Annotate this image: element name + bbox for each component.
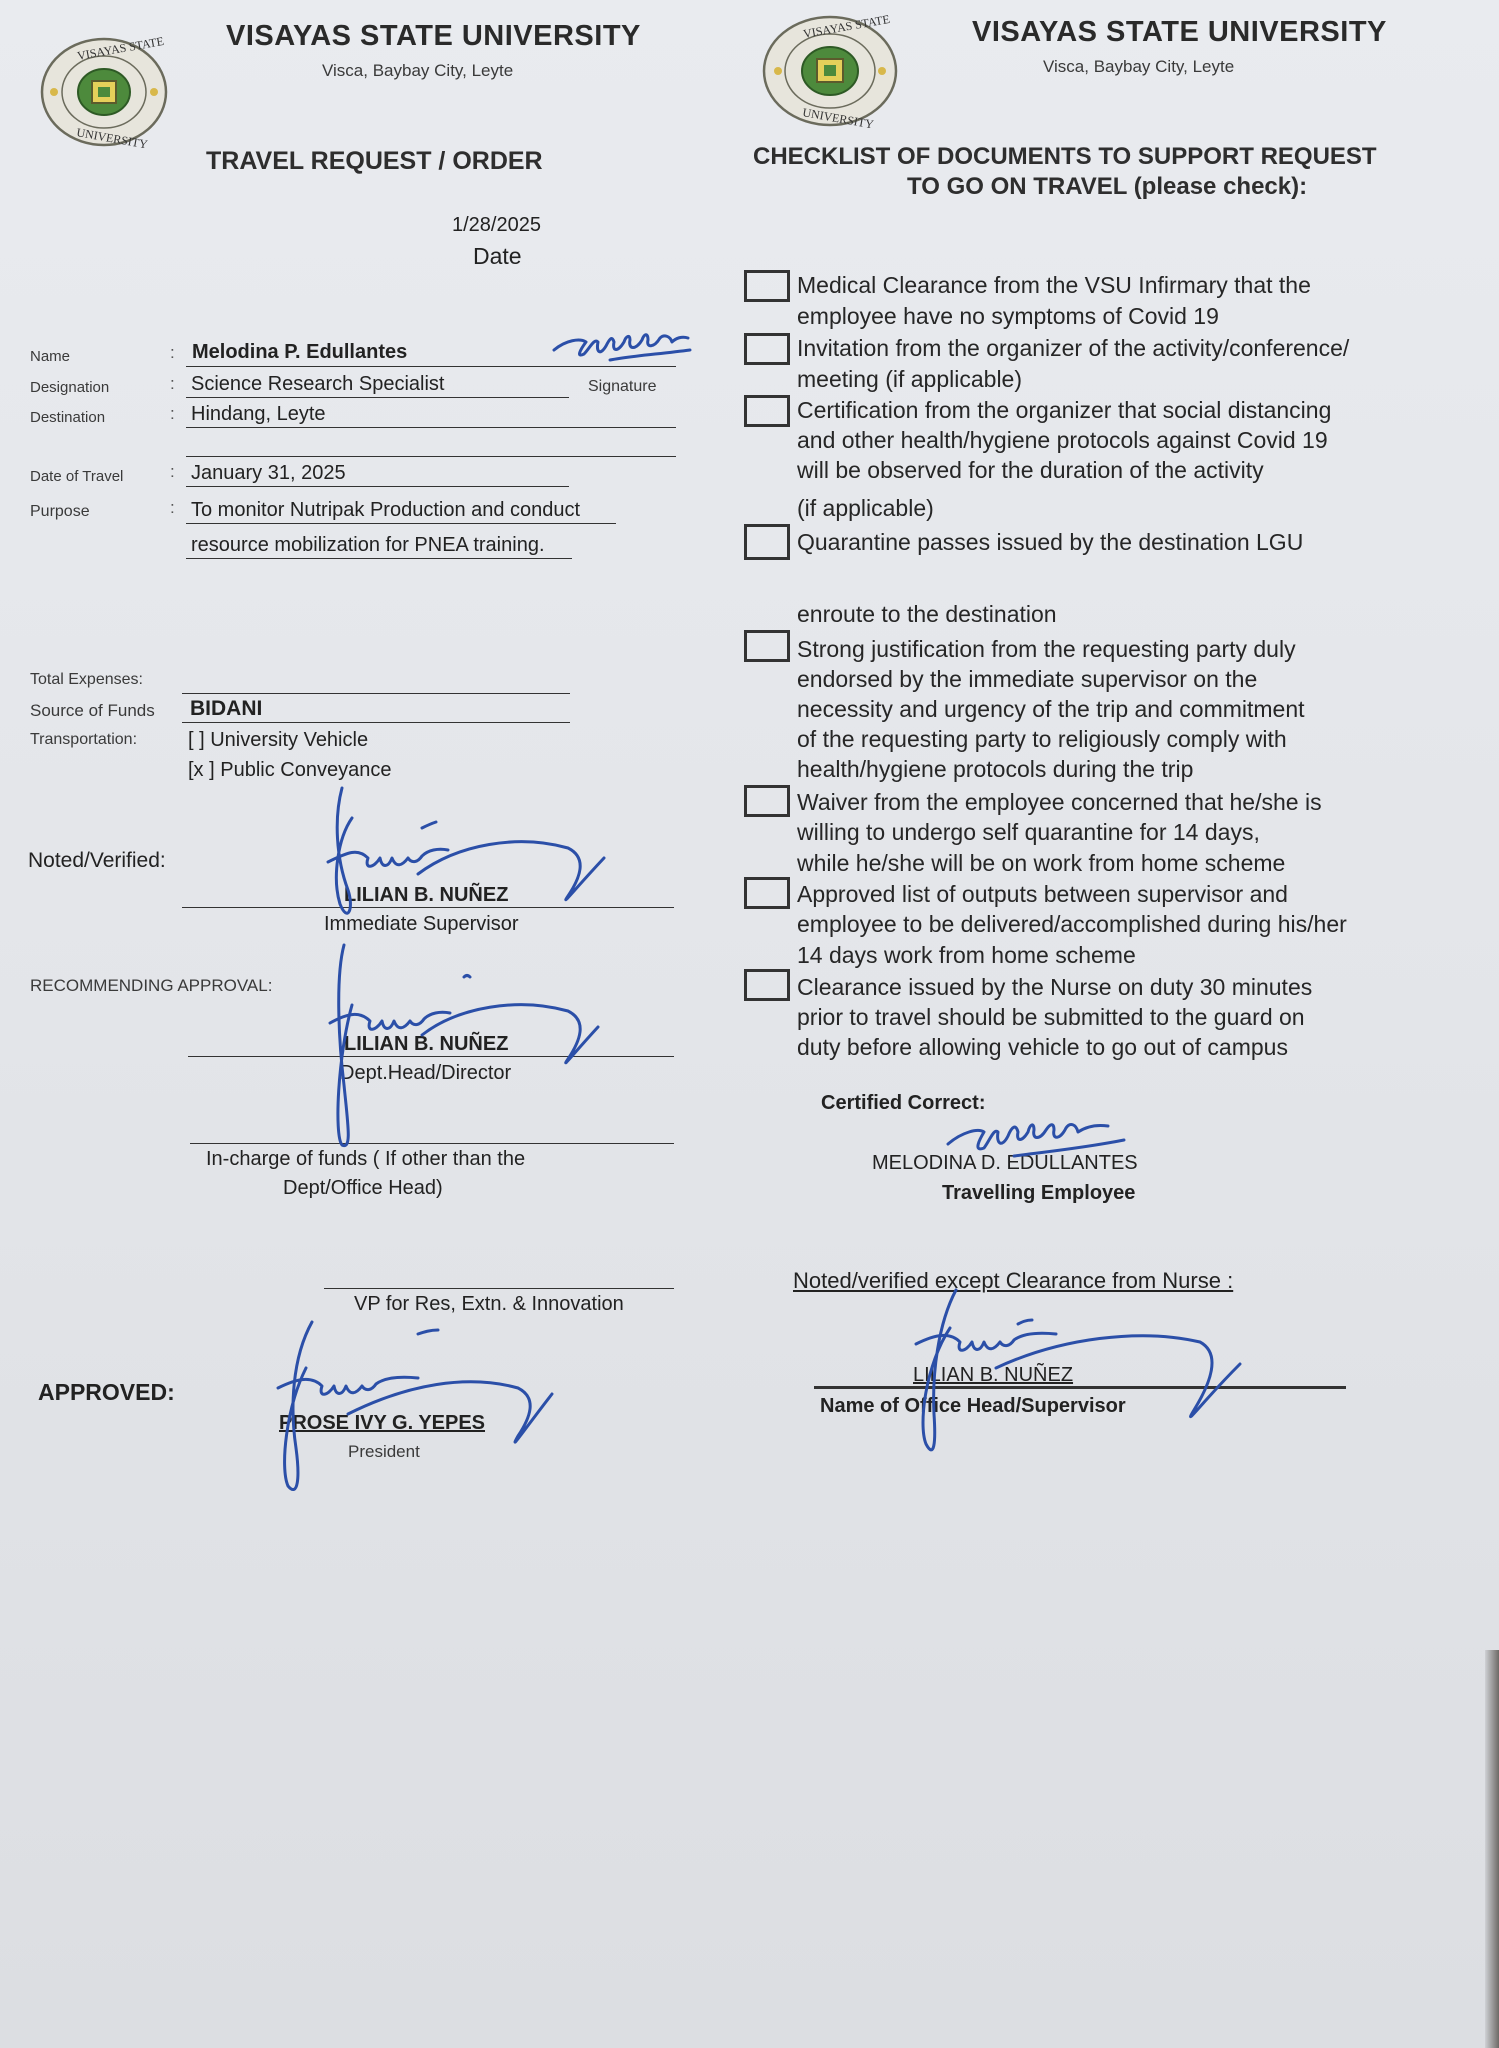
president-name: PROSE IVY G. YEPES <box>279 1412 486 1434</box>
university-address-right: Visca, Baybay City, Leyte <box>1043 57 1235 76</box>
checklist-item-5-line2: endorsed by the immediate supervisor on the <box>797 666 1258 692</box>
transport-university-vehicle: [ ] University Vehicle <box>188 729 369 751</box>
checklist-item-6-line2: willing to undergo self quarantine for 14 days, <box>797 819 1260 845</box>
office-head-name: LILIAN B. NUÑEZ <box>913 1364 1074 1386</box>
signature-label: Signature <box>588 378 657 395</box>
vp-line <box>324 1288 674 1289</box>
purpose-underline-2 <box>186 558 572 559</box>
destination-line <box>186 427 676 428</box>
checklist-item-3-line3: will be observed for the duration of the activity <box>797 457 1264 483</box>
dept-head-name: LILIAN B. NUÑEZ <box>344 1033 509 1055</box>
source-of-funds-value: BIDANI <box>190 697 263 720</box>
checklist-item-7-line2: employee to be delivered/accomplished during his/her <box>797 911 1347 937</box>
page-edge-shadow <box>1485 1650 1499 2048</box>
checklist-item-5-line3: necessity and urgency of the trip and commitment <box>797 696 1305 722</box>
date-of-travel-label: Date of Travel <box>30 468 124 485</box>
checklist-item-3-line2: and other health/hygiene protocols against Covid 19 <box>797 427 1328 453</box>
request-date-label: Date <box>473 243 522 269</box>
date-of-travel-colon: : <box>170 462 175 481</box>
purpose-line1: To monitor Nutripak Production and conduct <box>191 499 581 521</box>
employee-signature-top <box>550 328 710 368</box>
checklist-item-3-line4: (if applicable) <box>797 495 934 521</box>
name-colon: : <box>170 343 175 362</box>
svg-text:VISAYAS STATE: VISAYAS STATE <box>802 14 891 41</box>
source-of-funds-line <box>182 722 570 723</box>
name-value: Melodina P. Edullantes <box>192 341 408 363</box>
destination-label: Destination <box>30 409 106 426</box>
checklist-item-6-line3: while he/she will be on work from home scheme <box>797 850 1286 876</box>
destination-line-2 <box>186 456 676 457</box>
checklist-title-line2: TO GO ON TRAVEL (please check): <box>907 173 1308 200</box>
supervisor-line <box>182 907 674 908</box>
approved-label: APPROVED: <box>38 1379 175 1405</box>
checklist-item-5-line5: health/hygiene protocols during the trip <box>797 756 1194 782</box>
purpose-underline-1 <box>186 523 616 524</box>
checklist-item-5-line1: Strong justification from the requesting party duly <box>797 636 1296 662</box>
checklist-item-8-line3: duty before allowing vehicle to go out of campus <box>797 1034 1288 1060</box>
date-of-travel-value: January 31, 2025 <box>191 462 346 484</box>
travelling-employee-name: MELODINA D. EDULLANTES <box>872 1152 1138 1174</box>
checklist-item-4-line1: Quarantine passes issued by the destination LGU <box>797 529 1304 555</box>
checklist-item-5-line4: of the requesting party to religiously comply with <box>797 726 1287 752</box>
checklist-item-2-line1: Invitation from the organizer of the activity/conference/ <box>797 335 1350 361</box>
designation-value: Science Research Specialist <box>191 373 445 395</box>
request-date-value: 1/28/2025 <box>452 214 541 236</box>
noted-except-label: Noted/verified except Clearance from Nurse : <box>793 1268 1234 1293</box>
checklist-item-6-line1: Waiver from the employee concerned that he/she is <box>797 789 1322 815</box>
designation-line <box>186 397 569 398</box>
purpose-colon: : <box>170 498 175 517</box>
office-head-title: Name of Office Head/Supervisor <box>820 1395 1126 1417</box>
designation-colon: : <box>170 374 175 393</box>
funds-incharge-line2: Dept/Office Head) <box>283 1177 443 1199</box>
checklist-item-7-line3: 14 days work from home scheme <box>797 942 1136 968</box>
svg-text:VISAYAS STATE: VISAYAS STATE <box>76 36 165 63</box>
checklist-checkbox-7[interactable] <box>744 877 790 909</box>
dept-head-line <box>188 1056 674 1057</box>
destination-colon: : <box>170 404 175 423</box>
checklist-title-line1: CHECKLIST OF DOCUMENTS TO SUPPORT REQUEST <box>753 143 1377 170</box>
checklist-item-1-line2: employee have no symptoms of Covid 19 <box>797 303 1219 329</box>
checklist-item-3-line1: Certification from the organizer that social distancing <box>797 397 1332 423</box>
destination-value: Hindang, Leyte <box>191 403 326 425</box>
supervisor-title: Immediate Supervisor <box>324 913 519 935</box>
checklist-checkbox-2[interactable] <box>744 333 790 365</box>
university-address-left: Visca, Baybay City, Leyte <box>322 61 514 80</box>
source-of-funds-label: Source of Funds <box>30 701 155 720</box>
svg-text:UNIVERSITY: UNIVERSITY <box>75 125 149 148</box>
checklist-checkbox-6[interactable] <box>744 785 790 817</box>
university-seal-right <box>760 14 900 128</box>
university-name-right: VISAYAS STATE UNIVERSITY <box>972 16 1387 48</box>
funds-incharge-line1: In-charge of funds ( If other than the <box>206 1148 526 1170</box>
certified-correct-label: Certified Correct: <box>821 1092 986 1114</box>
name-line <box>186 366 676 367</box>
total-expenses-line <box>182 693 570 694</box>
checklist-item-8-line1: Clearance issued by the Nurse on duty 30 minutes <box>797 974 1313 1000</box>
vp-title: VP for Res, Extn. & Innovation <box>354 1293 624 1315</box>
designation-label: Designation <box>30 379 110 396</box>
supervisor-name: LILIAN B. NUÑEZ <box>344 884 509 906</box>
date-of-travel-line <box>186 486 569 487</box>
president-title: President <box>348 1442 420 1461</box>
recommending-approval-label: RECOMMENDING APPROVAL: <box>30 976 273 995</box>
checklist-checkbox-8[interactable] <box>744 969 790 1001</box>
university-name-left: VISAYAS STATE UNIVERSITY <box>226 20 641 52</box>
checklist-checkbox-5[interactable] <box>744 630 790 662</box>
checklist-item-8-line2: prior to travel should be submitted to the guard on <box>797 1004 1305 1030</box>
transportation-label: Transportation: <box>30 731 138 748</box>
name-label: Name <box>30 348 71 365</box>
president-signature <box>268 1318 558 1498</box>
checklist-checkbox-1[interactable] <box>744 270 790 302</box>
travelling-employee-title: Travelling Employee <box>942 1182 1136 1204</box>
office-head-line <box>814 1386 1346 1389</box>
checklist-checkbox-4[interactable] <box>744 524 790 560</box>
purpose-line2: resource mobilization for PNEA training. <box>191 534 545 556</box>
checklist-item-1-line1: Medical Clearance from the VSU Infirmary that the <box>797 272 1311 298</box>
checklist-item-4-line3: enroute to the destination <box>797 601 1057 627</box>
form-title: TRAVEL REQUEST / ORDER <box>206 147 543 175</box>
dept-head-title: Dept.Head/Director <box>340 1062 512 1084</box>
funds-incharge-line <box>190 1143 674 1144</box>
transport-public-conveyance: [x ] Public Conveyance <box>188 759 392 781</box>
university-seal-left <box>38 36 170 148</box>
total-expenses-label: Total Expenses: <box>30 671 143 688</box>
checklist-item-2-line2: meeting (if applicable) <box>797 366 1023 392</box>
svg-text:UNIVERSITY: UNIVERSITY <box>801 105 875 128</box>
purpose-label: Purpose <box>30 503 90 520</box>
checklist-checkbox-3[interactable] <box>744 395 790 427</box>
noted-verified-label: Noted/Verified: <box>28 849 166 872</box>
checklist-item-7-line1: Approved list of outputs between supervisor and <box>797 881 1288 907</box>
